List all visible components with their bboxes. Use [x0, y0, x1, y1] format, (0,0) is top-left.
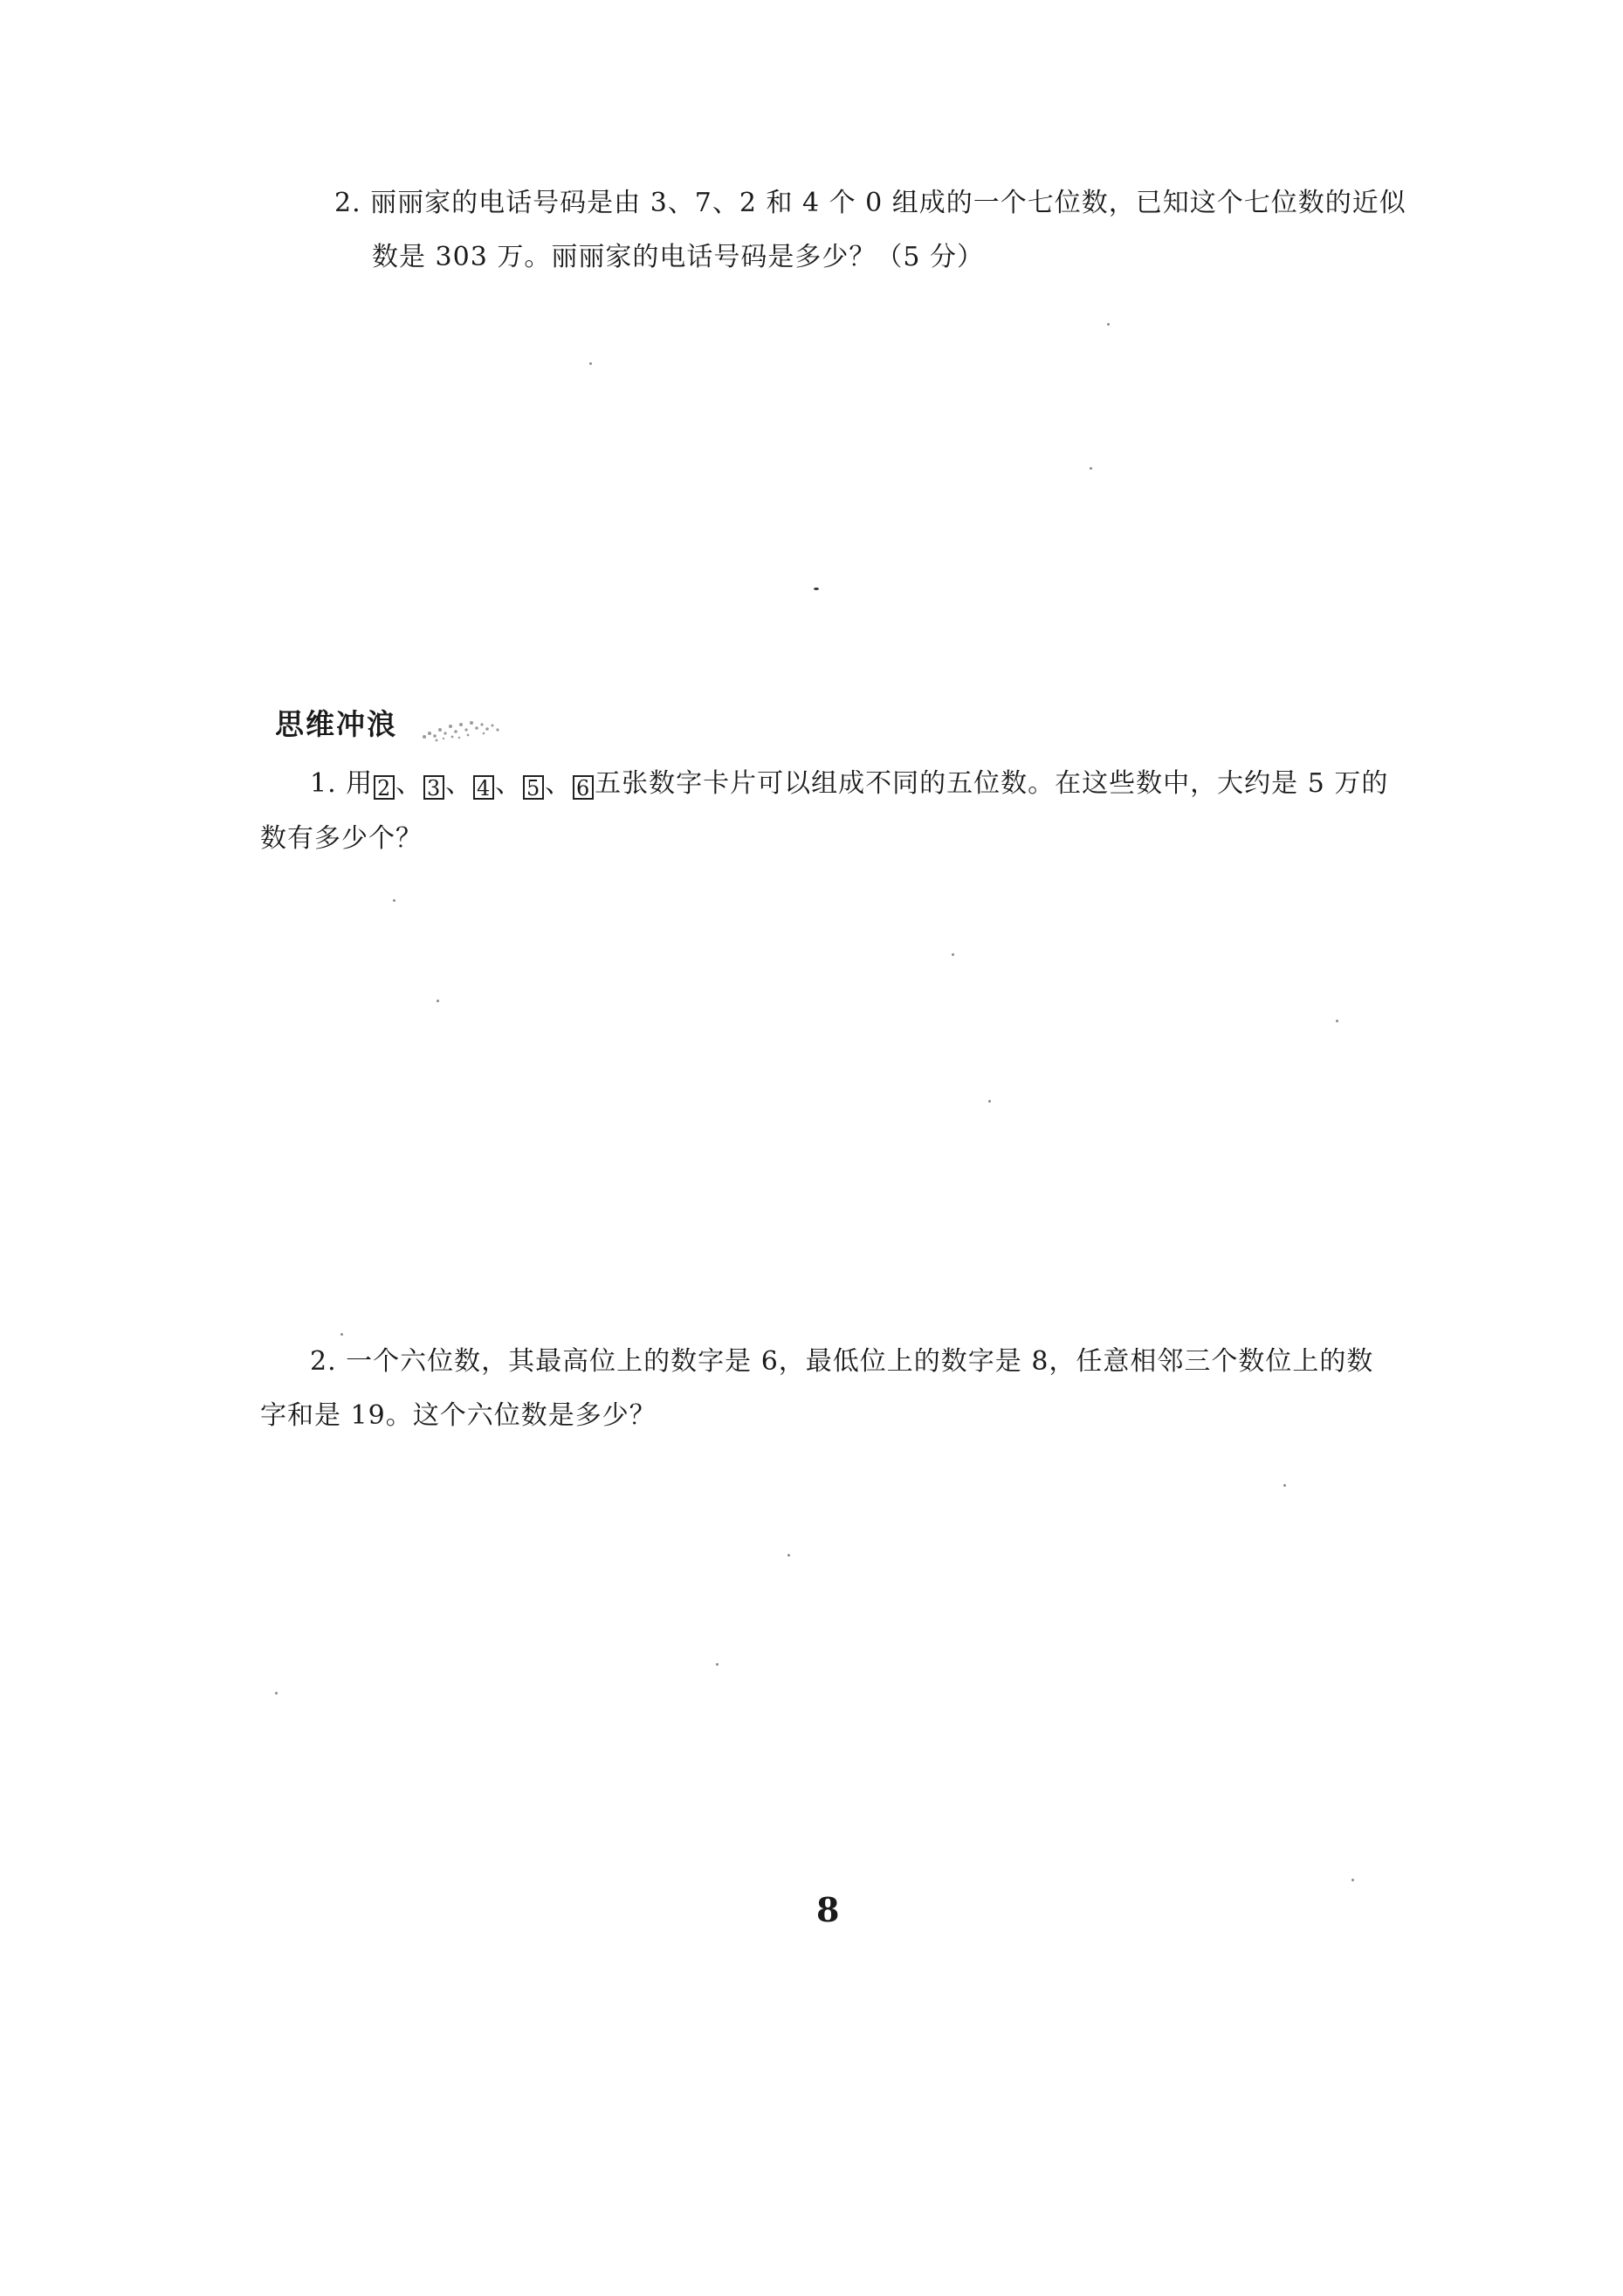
scan-speck: [814, 588, 819, 590]
thinking-question-2-line-2: 字和是 19。这个六位数是多少？: [260, 1400, 657, 1431]
digit-card: 3: [423, 775, 444, 800]
scan-speck: [589, 362, 592, 365]
scan-speck: [1090, 467, 1092, 470]
digit-card: 6: [573, 775, 594, 800]
scan-speck: [1107, 323, 1110, 326]
thinking-question-1-line-2: 数有多少个？: [260, 823, 423, 854]
scan-speck: [437, 1000, 439, 1002]
question-1-suffix: 五张数字卡片可以组成不同的五位数。在这些数中，大约是 5 万的: [595, 768, 1389, 799]
thinking-question-2-line-1: 2. 一个六位数，其最高位上的数字是 6，最低位上的数字是 8，任意相邻三个数位上的数: [310, 1346, 1374, 1377]
card-separator: 、: [495, 768, 523, 799]
title-decoration-scribble: [417, 714, 513, 746]
scan-speck: [275, 1692, 278, 1695]
scan-speck: [340, 1333, 343, 1336]
question-2-line-2: 数是 303 万。丽丽家的电话号码是多少？（5 分）: [372, 242, 984, 272]
scan-speck: [988, 1100, 991, 1103]
question-1-prefix: 1. 用: [310, 768, 374, 799]
digit-card: 2: [374, 775, 395, 800]
scan-speck: [1283, 1484, 1286, 1487]
scan-speck: [1336, 1020, 1338, 1022]
question-2-line-1: 2. 丽丽家的电话号码是由 3、7、2 和 4 个 0 组成的一个七位数，已知这个七位数的近似: [334, 188, 1406, 218]
scan-speck: [1351, 1879, 1354, 1881]
scan-speck: [952, 953, 954, 956]
scan-speck: [393, 899, 395, 902]
digit-card: 5: [523, 775, 544, 800]
digit-card: 4: [473, 775, 494, 800]
section-title: 思维冲浪: [275, 707, 397, 741]
card-separator: 、: [445, 768, 473, 799]
scan-speck: [787, 1554, 790, 1557]
card-separator: 、: [395, 768, 423, 799]
page-number: 8: [816, 1890, 840, 1929]
scan-speck: [716, 1663, 719, 1666]
card-separator: 、: [545, 768, 573, 799]
thinking-question-1-line-1: [310, 768, 1389, 801]
